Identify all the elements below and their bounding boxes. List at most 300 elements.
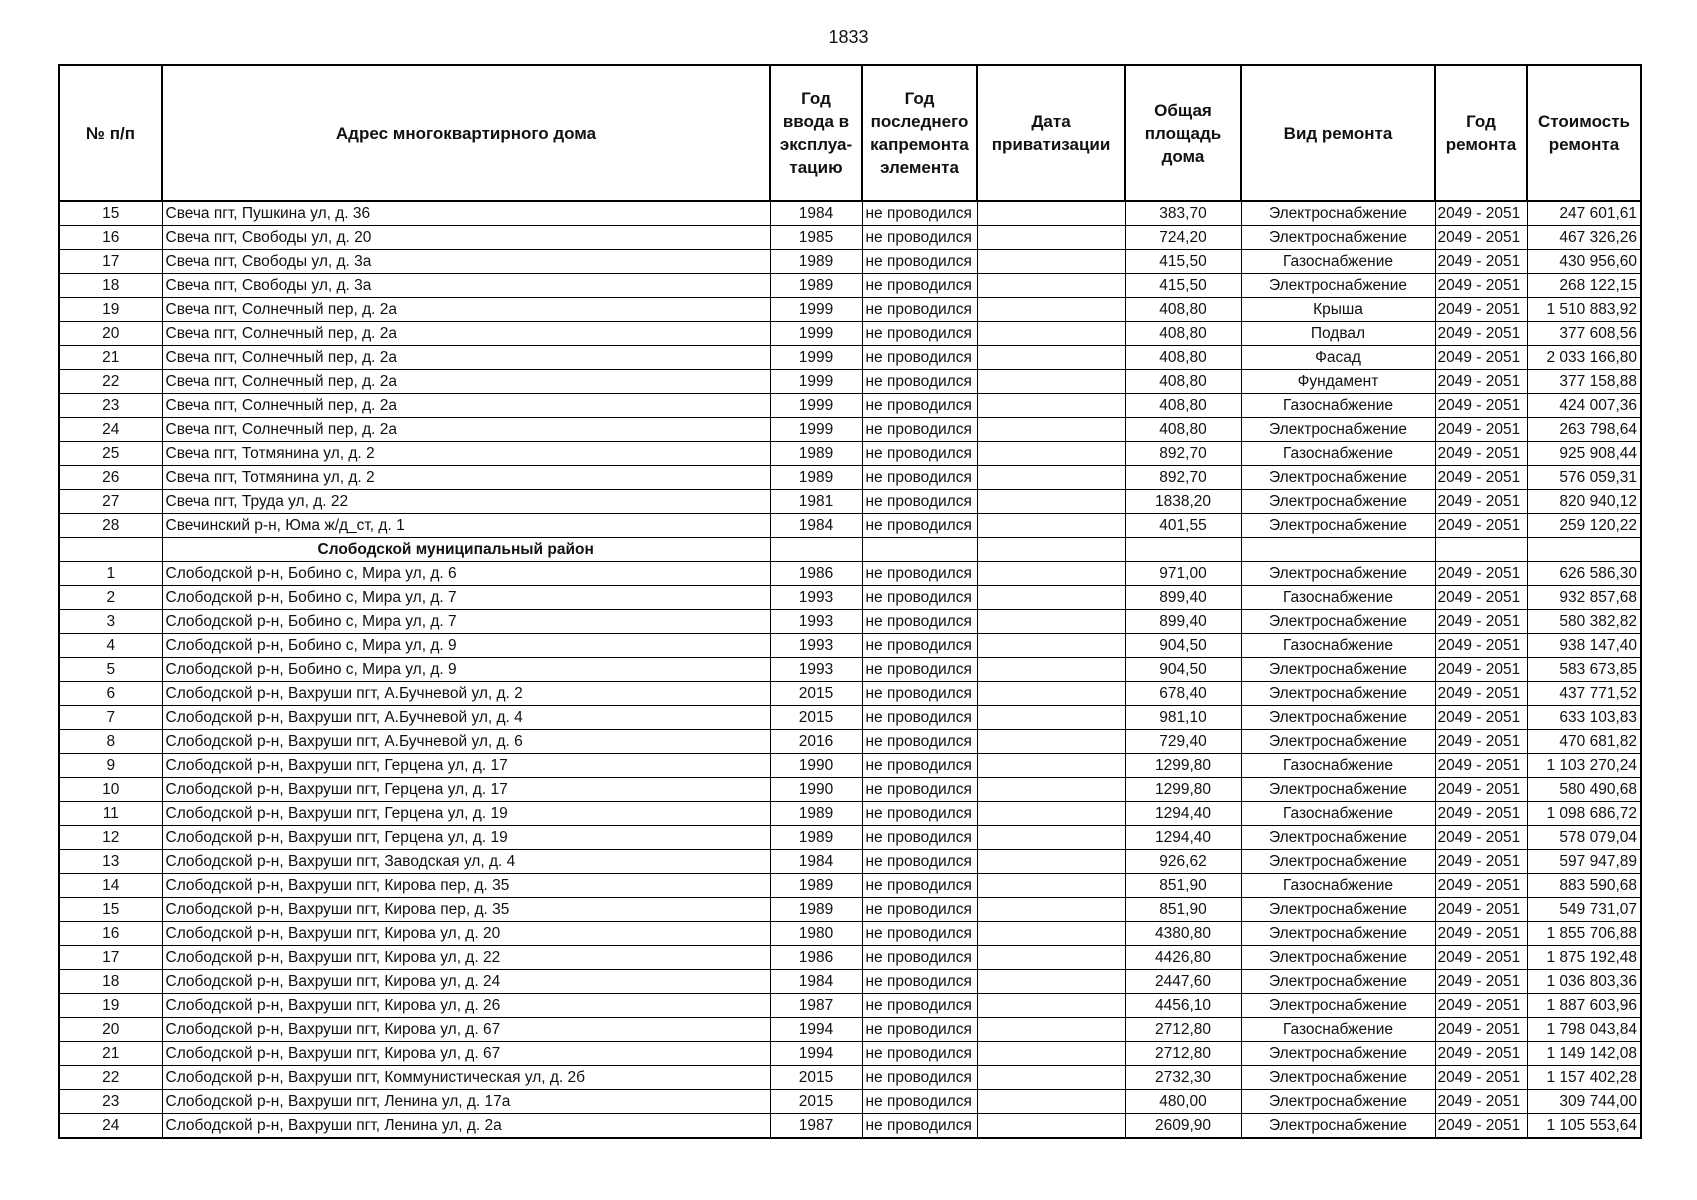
cell-year-built: 1980 bbox=[770, 922, 862, 946]
cell-address: Слободской р-н, Вахруши пгт, Герцена ул, д. 19 bbox=[162, 826, 770, 850]
cell-last-repair: не проводился bbox=[862, 1090, 977, 1114]
cell-year-built: 1993 bbox=[770, 610, 862, 634]
cell-cost: 932 857,68 bbox=[1527, 586, 1641, 610]
cell-num: 7 bbox=[59, 706, 162, 730]
cell-num: 9 bbox=[59, 754, 162, 778]
cell-repair-period: 2049 - 2051 bbox=[1435, 994, 1527, 1018]
cell-cost: 1 098 686,72 bbox=[1527, 802, 1641, 826]
cell-privatization bbox=[977, 610, 1125, 634]
table-row bbox=[59, 586, 1641, 610]
table-row bbox=[59, 514, 1641, 538]
cell-last-repair: не проводился bbox=[862, 682, 977, 706]
cell-year-built: 2016 bbox=[770, 730, 862, 754]
cell-num: 20 bbox=[59, 322, 162, 346]
cell-last-repair: не проводился bbox=[862, 562, 977, 586]
cell-last-repair: не проводился bbox=[862, 970, 977, 994]
cell-area: 1299,80 bbox=[1125, 754, 1241, 778]
table-row bbox=[59, 1114, 1641, 1139]
cell-cost: 583 673,85 bbox=[1527, 658, 1641, 682]
cell-address: Слободской р-н, Вахруши пгт, Герцена ул, д. 19 bbox=[162, 802, 770, 826]
cell-last-repair: не проводился bbox=[862, 346, 977, 370]
cell-area: 415,50 bbox=[1125, 250, 1241, 274]
table-row bbox=[59, 682, 1641, 706]
cell-area: 2712,80 bbox=[1125, 1042, 1241, 1066]
cell-last-repair: не проводился bbox=[862, 946, 977, 970]
cell-repair-type: Газоснабжение bbox=[1241, 1018, 1435, 1042]
cell-address: Слободской р-н, Вахруши пгт, А.Бучневой ул, д. 2 bbox=[162, 682, 770, 706]
cell-num: 17 bbox=[59, 250, 162, 274]
cell-repair-period: 2049 - 2051 bbox=[1435, 754, 1527, 778]
cell-num: 3 bbox=[59, 610, 162, 634]
cell-privatization bbox=[977, 658, 1125, 682]
table-row bbox=[59, 610, 1641, 634]
cell-last-repair: не проводился bbox=[862, 610, 977, 634]
cell-year-built: 1989 bbox=[770, 274, 862, 298]
cell-area: 2447,60 bbox=[1125, 970, 1241, 994]
cell-repair-type: Электроснабжение bbox=[1241, 826, 1435, 850]
cell-repair-type: Газоснабжение bbox=[1241, 250, 1435, 274]
cell-repair-period: 2049 - 2051 bbox=[1435, 1090, 1527, 1114]
cell-repair-period: 2049 - 2051 bbox=[1435, 826, 1527, 850]
cell-num: 16 bbox=[59, 922, 162, 946]
cell-address: Свеча пгт, Солнечный пер, д. 2а bbox=[162, 346, 770, 370]
cell-last-repair: не проводился bbox=[862, 634, 977, 658]
cell-area bbox=[1125, 538, 1241, 562]
cell-num: 26 bbox=[59, 466, 162, 490]
cell-address: Свеча пгт, Солнечный пер, д. 2а bbox=[162, 394, 770, 418]
cell-year-built: 1989 bbox=[770, 826, 862, 850]
cell-last-repair: не проводился bbox=[862, 274, 977, 298]
cell-address: Слободской р-н, Вахруши пгт, Кирова пер, д. 35 bbox=[162, 898, 770, 922]
cell-repair-type: Электроснабжение bbox=[1241, 922, 1435, 946]
cell-area: 926,62 bbox=[1125, 850, 1241, 874]
cell-last-repair: не проводился bbox=[862, 322, 977, 346]
cell-num: 22 bbox=[59, 1066, 162, 1090]
cell-privatization bbox=[977, 1090, 1125, 1114]
cell-privatization bbox=[977, 538, 1125, 562]
cell-num: 16 bbox=[59, 226, 162, 250]
cell-address: Слободской р-н, Вахруши пгт, Заводская ул, д. 4 bbox=[162, 850, 770, 874]
cell-last-repair: не проводился bbox=[862, 994, 977, 1018]
cell-privatization bbox=[977, 322, 1125, 346]
cell-last-repair: не проводился bbox=[862, 1066, 977, 1090]
cell-year-built: 1981 bbox=[770, 490, 862, 514]
cell-num: 21 bbox=[59, 346, 162, 370]
cell-address: Слободской р-н, Бобино с, Мира ул, д. 7 bbox=[162, 586, 770, 610]
cell-cost: 597 947,89 bbox=[1527, 850, 1641, 874]
cell-privatization bbox=[977, 634, 1125, 658]
cell-num: 17 bbox=[59, 946, 162, 970]
table-row bbox=[59, 490, 1641, 514]
cell-address: Слободской р-н, Вахруши пгт, Кирова ул, д. 20 bbox=[162, 922, 770, 946]
cell-repair-type: Электроснабжение bbox=[1241, 994, 1435, 1018]
cell-repair-period: 2049 - 2051 bbox=[1435, 442, 1527, 466]
cell-address: Слободской р-н, Вахруши пгт, Коммунистическая ул, д. 2б bbox=[162, 1066, 770, 1090]
cell-cost: 626 586,30 bbox=[1527, 562, 1641, 586]
cell-area: 415,50 bbox=[1125, 274, 1241, 298]
table-row bbox=[59, 730, 1641, 754]
cell-area: 1299,80 bbox=[1125, 778, 1241, 802]
cell-repair-period bbox=[1435, 538, 1527, 562]
cell-repair-period: 2049 - 2051 bbox=[1435, 322, 1527, 346]
cell-privatization bbox=[977, 850, 1125, 874]
cell-address: Слободской р-н, Вахруши пгт, Герцена ул, д. 17 bbox=[162, 778, 770, 802]
cell-last-repair bbox=[862, 538, 977, 562]
cell-repair-type: Крыша bbox=[1241, 298, 1435, 322]
cell-repair-type: Фундамент bbox=[1241, 370, 1435, 394]
cell-cost: 467 326,26 bbox=[1527, 226, 1641, 250]
cell-repair-type: Газоснабжение bbox=[1241, 394, 1435, 418]
cell-num: 24 bbox=[59, 1114, 162, 1139]
cell-num: 21 bbox=[59, 1042, 162, 1066]
cell-repair-type: Электроснабжение bbox=[1241, 610, 1435, 634]
cell-repair-type: Газоснабжение bbox=[1241, 802, 1435, 826]
cell-area: 1294,40 bbox=[1125, 802, 1241, 826]
cell-address: Свеча пгт, Тотмянина ул, д. 2 bbox=[162, 442, 770, 466]
cell-repair-period: 2049 - 2051 bbox=[1435, 274, 1527, 298]
cell-num: 19 bbox=[59, 994, 162, 1018]
cell-num: 23 bbox=[59, 394, 162, 418]
cell-year-built: 1993 bbox=[770, 658, 862, 682]
header-cost: Стоимость ремонта bbox=[1527, 65, 1641, 201]
cell-year-built: 1999 bbox=[770, 370, 862, 394]
cell-area: 408,80 bbox=[1125, 346, 1241, 370]
cell-cost: 580 490,68 bbox=[1527, 778, 1641, 802]
cell-area: 971,00 bbox=[1125, 562, 1241, 586]
cell-repair-period: 2049 - 2051 bbox=[1435, 898, 1527, 922]
table-row bbox=[59, 778, 1641, 802]
table-row bbox=[59, 658, 1641, 682]
cell-privatization bbox=[977, 274, 1125, 298]
cell-address: Слободской р-н, Вахруши пгт, Кирова ул, д. 26 bbox=[162, 994, 770, 1018]
table-row bbox=[59, 1042, 1641, 1066]
cell-repair-period: 2049 - 2051 bbox=[1435, 634, 1527, 658]
cell-num: 22 bbox=[59, 370, 162, 394]
cell-cost: 1 855 706,88 bbox=[1527, 922, 1641, 946]
cell-repair-type: Электроснабжение bbox=[1241, 850, 1435, 874]
cell-cost: 1 798 043,84 bbox=[1527, 1018, 1641, 1042]
cell-last-repair: не проводился bbox=[862, 250, 977, 274]
cell-last-repair: не проводился bbox=[862, 802, 977, 826]
cell-repair-type: Фасад bbox=[1241, 346, 1435, 370]
cell-repair-period: 2049 - 2051 bbox=[1435, 394, 1527, 418]
cell-cost: 377 158,88 bbox=[1527, 370, 1641, 394]
cell-area: 724,20 bbox=[1125, 226, 1241, 250]
cell-repair-type: Газоснабжение bbox=[1241, 874, 1435, 898]
cell-repair-period: 2049 - 2051 bbox=[1435, 418, 1527, 442]
cell-cost: 1 103 270,24 bbox=[1527, 754, 1641, 778]
cell-privatization bbox=[977, 682, 1125, 706]
cell-num: 20 bbox=[59, 1018, 162, 1042]
cell-area: 851,90 bbox=[1125, 874, 1241, 898]
cell-repair-type: Электроснабжение bbox=[1241, 1090, 1435, 1114]
table-row bbox=[59, 562, 1641, 586]
cell-area: 2609,90 bbox=[1125, 1114, 1241, 1139]
cell-last-repair: не проводился bbox=[862, 826, 977, 850]
cell-last-repair: не проводился bbox=[862, 442, 977, 466]
table-row bbox=[59, 874, 1641, 898]
cell-privatization bbox=[977, 226, 1125, 250]
cell-year-built: 1984 bbox=[770, 850, 862, 874]
cell-num bbox=[59, 538, 162, 562]
cell-area: 981,10 bbox=[1125, 706, 1241, 730]
cell-num: 24 bbox=[59, 418, 162, 442]
cell-privatization bbox=[977, 778, 1125, 802]
table-row bbox=[59, 442, 1641, 466]
table-row bbox=[59, 706, 1641, 730]
cell-address: Слободской р-н, Бобино с, Мира ул, д. 9 bbox=[162, 634, 770, 658]
cell-address: Свеча пгт, Тотмянина ул, д. 2 bbox=[162, 466, 770, 490]
cell-cost: 377 608,56 bbox=[1527, 322, 1641, 346]
cell-address: Слободской р-н, Вахруши пгт, Кирова ул, д. 67 bbox=[162, 1018, 770, 1042]
cell-repair-period: 2049 - 2051 bbox=[1435, 250, 1527, 274]
cell-repair-period: 2049 - 2051 bbox=[1435, 346, 1527, 370]
cell-year-built: 1989 bbox=[770, 874, 862, 898]
cell-area: 1838,20 bbox=[1125, 490, 1241, 514]
cell-last-repair: не проводился bbox=[862, 226, 977, 250]
cell-cost: 1 105 553,64 bbox=[1527, 1114, 1641, 1139]
cell-privatization bbox=[977, 1042, 1125, 1066]
section-title: Слободской муниципальный район bbox=[162, 538, 770, 562]
cell-repair-period: 2049 - 2051 bbox=[1435, 706, 1527, 730]
cell-num: 10 bbox=[59, 778, 162, 802]
cell-area: 4426,80 bbox=[1125, 946, 1241, 970]
cell-cost: 633 103,83 bbox=[1527, 706, 1641, 730]
cell-year-built: 1999 bbox=[770, 418, 862, 442]
cell-area: 2712,80 bbox=[1125, 1018, 1241, 1042]
cell-address: Слободской р-н, Бобино с, Мира ул, д. 9 bbox=[162, 658, 770, 682]
cell-cost: 263 798,64 bbox=[1527, 418, 1641, 442]
cell-year-built: 1989 bbox=[770, 250, 862, 274]
cell-repair-period: 2049 - 2051 bbox=[1435, 586, 1527, 610]
cell-num: 25 bbox=[59, 442, 162, 466]
table-row bbox=[59, 946, 1641, 970]
cell-num: 2 bbox=[59, 586, 162, 610]
cell-repair-type: Электроснабжение bbox=[1241, 514, 1435, 538]
cell-repair-type: Электроснабжение bbox=[1241, 490, 1435, 514]
cell-area: 678,40 bbox=[1125, 682, 1241, 706]
cell-year-built: 2015 bbox=[770, 1090, 862, 1114]
cell-address: Слободской р-н, Вахруши пгт, Кирова пер, д. 35 bbox=[162, 874, 770, 898]
table-body bbox=[59, 201, 1641, 1138]
cell-last-repair: не проводился bbox=[862, 658, 977, 682]
cell-cost: 437 771,52 bbox=[1527, 682, 1641, 706]
cell-repair-type: Электроснабжение bbox=[1241, 682, 1435, 706]
cell-cost: 1 157 402,28 bbox=[1527, 1066, 1641, 1090]
cell-privatization bbox=[977, 250, 1125, 274]
cell-year-built: 1993 bbox=[770, 634, 862, 658]
cell-area: 2732,30 bbox=[1125, 1066, 1241, 1090]
cell-cost: 938 147,40 bbox=[1527, 634, 1641, 658]
cell-cost: 424 007,36 bbox=[1527, 394, 1641, 418]
cell-address: Свечинский р-н, Юма ж/д_ст, д. 1 bbox=[162, 514, 770, 538]
cell-repair-period: 2049 - 2051 bbox=[1435, 370, 1527, 394]
cell-last-repair: не проводился bbox=[862, 898, 977, 922]
cell-year-built: 1984 bbox=[770, 201, 862, 226]
cell-year-built: 1984 bbox=[770, 970, 862, 994]
table-row bbox=[59, 1018, 1641, 1042]
cell-address: Свеча пгт, Свободы ул, д. 20 bbox=[162, 226, 770, 250]
cell-cost: 1 149 142,08 bbox=[1527, 1042, 1641, 1066]
cell-repair-period: 2049 - 2051 bbox=[1435, 946, 1527, 970]
cell-area: 1294,40 bbox=[1125, 826, 1241, 850]
header-area: Общая площадь дома bbox=[1125, 65, 1241, 201]
cell-num: 12 bbox=[59, 826, 162, 850]
cell-year-built: 1985 bbox=[770, 226, 862, 250]
cell-cost: 883 590,68 bbox=[1527, 874, 1641, 898]
cell-num: 23 bbox=[59, 1090, 162, 1114]
cell-privatization bbox=[977, 826, 1125, 850]
cell-repair-type: Электроснабжение bbox=[1241, 1066, 1435, 1090]
cell-cost: 2 033 166,80 bbox=[1527, 346, 1641, 370]
cell-repair-period: 2049 - 2051 bbox=[1435, 802, 1527, 826]
cell-privatization bbox=[977, 706, 1125, 730]
cell-repair-type: Электроснабжение bbox=[1241, 274, 1435, 298]
cell-repair-type: Электроснабжение bbox=[1241, 706, 1435, 730]
cell-num: 19 bbox=[59, 298, 162, 322]
cell-repair-period: 2049 - 2051 bbox=[1435, 778, 1527, 802]
cell-repair-type: Электроснабжение bbox=[1241, 1042, 1435, 1066]
header-repair-type: Вид ремонта bbox=[1241, 65, 1435, 201]
cell-last-repair: не проводился bbox=[862, 201, 977, 226]
cell-num: 27 bbox=[59, 490, 162, 514]
cell-privatization bbox=[977, 946, 1125, 970]
cell-cost: 549 731,07 bbox=[1527, 898, 1641, 922]
cell-repair-period: 2049 - 2051 bbox=[1435, 466, 1527, 490]
cell-repair-period: 2049 - 2051 bbox=[1435, 682, 1527, 706]
cell-repair-type: Электроснабжение bbox=[1241, 1114, 1435, 1139]
cell-area: 4380,80 bbox=[1125, 922, 1241, 946]
cell-cost: 309 744,00 bbox=[1527, 1090, 1641, 1114]
cell-address: Свеча пгт, Свободы ул, д. 3а bbox=[162, 250, 770, 274]
header-repair-period: Год ремонта bbox=[1435, 65, 1527, 201]
cell-area: 904,50 bbox=[1125, 634, 1241, 658]
cell-cost: 576 059,31 bbox=[1527, 466, 1641, 490]
table-row bbox=[59, 634, 1641, 658]
cell-cost: 578 079,04 bbox=[1527, 826, 1641, 850]
cell-privatization bbox=[977, 802, 1125, 826]
cell-cost: 430 956,60 bbox=[1527, 250, 1641, 274]
cell-year-built: 1999 bbox=[770, 346, 862, 370]
cell-repair-type: Электроснабжение bbox=[1241, 418, 1435, 442]
cell-last-repair: не проводился bbox=[862, 298, 977, 322]
cell-area: 408,80 bbox=[1125, 298, 1241, 322]
cell-address: Свеча пгт, Труда ул, д. 22 bbox=[162, 490, 770, 514]
header-row bbox=[59, 65, 1641, 201]
table-row bbox=[59, 802, 1641, 826]
cell-area: 408,80 bbox=[1125, 394, 1241, 418]
cell-privatization bbox=[977, 201, 1125, 226]
cell-address: Свеча пгт, Солнечный пер, д. 2а bbox=[162, 298, 770, 322]
cell-repair-period: 2049 - 2051 bbox=[1435, 922, 1527, 946]
cell-year-built: 1984 bbox=[770, 514, 862, 538]
cell-area: 729,40 bbox=[1125, 730, 1241, 754]
cell-num: 13 bbox=[59, 850, 162, 874]
cell-repair-type: Электроснабжение bbox=[1241, 658, 1435, 682]
cell-repair-period: 2049 - 2051 bbox=[1435, 730, 1527, 754]
cell-repair-type: Газоснабжение bbox=[1241, 442, 1435, 466]
cell-privatization bbox=[977, 298, 1125, 322]
cell-year-built: 1990 bbox=[770, 754, 862, 778]
cell-privatization bbox=[977, 418, 1125, 442]
cell-repair-type: Электроснабжение bbox=[1241, 730, 1435, 754]
cell-cost: 1 510 883,92 bbox=[1527, 298, 1641, 322]
cell-last-repair: не проводился bbox=[862, 1042, 977, 1066]
cell-address: Свеча пгт, Пушкина ул, д. 36 bbox=[162, 201, 770, 226]
cell-cost: 259 120,22 bbox=[1527, 514, 1641, 538]
cell-address: Свеча пгт, Солнечный пер, д. 2а bbox=[162, 418, 770, 442]
cell-year-built: 1986 bbox=[770, 562, 862, 586]
cell-privatization bbox=[977, 442, 1125, 466]
cell-cost: 268 122,15 bbox=[1527, 274, 1641, 298]
cell-address: Слободской р-н, Вахруши пгт, А.Бучневой ул, д. 4 bbox=[162, 706, 770, 730]
cell-area: 899,40 bbox=[1125, 586, 1241, 610]
cell-cost: 925 908,44 bbox=[1527, 442, 1641, 466]
table-row bbox=[59, 850, 1641, 874]
cell-num: 8 bbox=[59, 730, 162, 754]
table-row bbox=[59, 970, 1641, 994]
cell-repair-type: Газоснабжение bbox=[1241, 634, 1435, 658]
cell-privatization bbox=[977, 346, 1125, 370]
cell-repair-type: Электроснабжение bbox=[1241, 562, 1435, 586]
cell-repair-type: Электроснабжение bbox=[1241, 201, 1435, 226]
cell-cost: 820 940,12 bbox=[1527, 490, 1641, 514]
cell-area: 401,55 bbox=[1125, 514, 1241, 538]
cell-privatization bbox=[977, 922, 1125, 946]
table-row bbox=[59, 922, 1641, 946]
cell-area: 408,80 bbox=[1125, 418, 1241, 442]
cell-repair-period: 2049 - 2051 bbox=[1435, 562, 1527, 586]
repair-registry-table bbox=[58, 64, 1642, 1139]
cell-last-repair: не проводился bbox=[862, 586, 977, 610]
table-row bbox=[59, 322, 1641, 346]
table-row bbox=[59, 754, 1641, 778]
cell-last-repair: не проводился bbox=[862, 418, 977, 442]
cell-num: 4 bbox=[59, 634, 162, 658]
cell-address: Свеча пгт, Солнечный пер, д. 2а bbox=[162, 322, 770, 346]
header-num: № п/п bbox=[59, 65, 162, 201]
cell-num: 18 bbox=[59, 274, 162, 298]
cell-repair-period: 2049 - 2051 bbox=[1435, 490, 1527, 514]
cell-address: Слободской р-н, Вахруши пгт, Герцена ул, д. 17 bbox=[162, 754, 770, 778]
cell-year-built: 1989 bbox=[770, 442, 862, 466]
cell-cost: 470 681,82 bbox=[1527, 730, 1641, 754]
table-header bbox=[59, 65, 1641, 201]
cell-address: Слободской р-н, Бобино с, Мира ул, д. 7 bbox=[162, 610, 770, 634]
table-row bbox=[59, 418, 1641, 442]
table-row bbox=[59, 201, 1641, 226]
cell-privatization bbox=[977, 586, 1125, 610]
cell-year-built: 1989 bbox=[770, 802, 862, 826]
cell-cost bbox=[1527, 538, 1641, 562]
cell-year-built: 1987 bbox=[770, 1114, 862, 1139]
cell-area: 408,80 bbox=[1125, 370, 1241, 394]
cell-privatization bbox=[977, 1114, 1125, 1139]
cell-num: 5 bbox=[59, 658, 162, 682]
cell-privatization bbox=[977, 898, 1125, 922]
cell-repair-period: 2049 - 2051 bbox=[1435, 874, 1527, 898]
table-row bbox=[59, 250, 1641, 274]
header-year-built: Год ввода в эксплуа-тацию bbox=[770, 65, 862, 201]
cell-year-built: 2015 bbox=[770, 1066, 862, 1090]
header-address: Адрес многоквартирного дома bbox=[162, 65, 770, 201]
cell-num: 15 bbox=[59, 201, 162, 226]
cell-year-built: 1999 bbox=[770, 298, 862, 322]
cell-num: 18 bbox=[59, 970, 162, 994]
cell-area: 904,50 bbox=[1125, 658, 1241, 682]
cell-repair-period: 2049 - 2051 bbox=[1435, 298, 1527, 322]
cell-year-built: 1993 bbox=[770, 586, 862, 610]
